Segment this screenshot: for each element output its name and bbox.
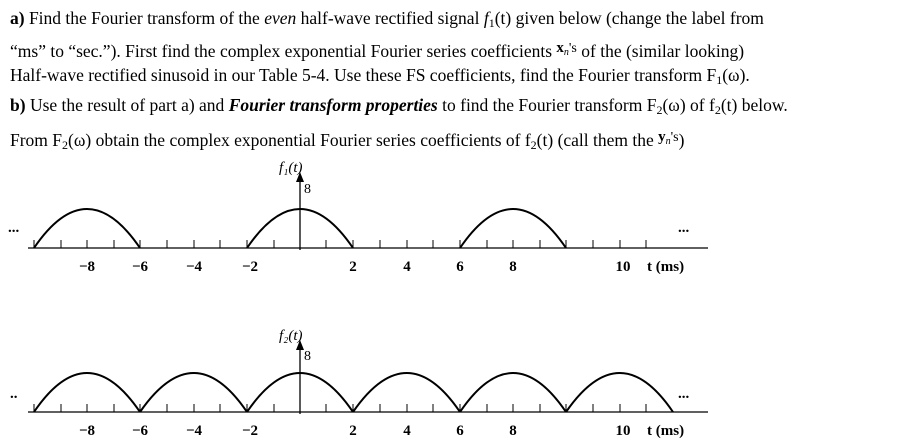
tick-label: 2 [349,259,357,275]
text-line-1: a) Find the Fourier transform of the even half-wave rectified signal $f_1(t)$ given below (change the label from [10,8,764,30]
tick-label: −6 [131,259,149,275]
y-n-symbol: $y_n's$ [658,129,679,147]
tick-label: −8 [78,259,96,275]
ellipsis-right: ... [678,220,690,236]
text-line-2: “ms” to “sec.”). First find the complex exponential Fourier series coefficients $x_n's$ of the (similar looking) [10,40,744,69]
tick-label: 4 [403,423,411,439]
tick-label: −2 [241,423,259,439]
ellipsis-left: .. [10,386,18,402]
ellipsis-right: ... [678,386,690,402]
tick-marks [34,404,646,412]
x-axis-label: t (ms) [647,259,685,275]
tick-label: −4 [185,423,203,439]
tick-label: 4 [403,259,411,275]
tick-label: 8 [509,259,517,275]
text-line-4: b) Use the result of part a) and Fourier transform properties to find the Fourier transform $F_2(\omega)$ of $f_2(t)$ below. [10,95,788,117]
tick-label: 10 [615,423,631,439]
tick-label: −4 [185,259,203,275]
x-n-symbol: $x_n's$ [556,40,577,58]
y-axis-label: f₁(t) [279,160,303,176]
x-axis-label: t (ms) [647,423,685,439]
part-b-label: b) [10,95,26,115]
tick-label: 10 [615,259,631,275]
tick-label: −2 [241,259,259,275]
part-a-label: a) [10,8,25,28]
ellipsis-left: ... [8,220,20,236]
text-line-5: From $F_2(\omega)$ obtain the complex exponential Fourier series coefficients of $f_2(t)$ (call them the $y_n's$) [10,129,684,158]
tick-labels [79,423,631,439]
tick-label: 8 [509,423,517,439]
tick-labels [79,259,631,275]
tick-label: 2 [349,423,357,439]
tick-label: 6 [456,259,464,275]
tick-marks [34,240,646,248]
tick-label: 6 [456,423,464,439]
tick-label: −6 [131,423,149,439]
tick-label: −8 [78,423,96,439]
graph-f1 [0,158,912,298]
peak-label: 8 [304,182,311,197]
peak-label: 8 [304,349,311,364]
y-axis-label: f₂(t) [279,328,303,344]
text-line-3: Half-wave rectified sinusoid in our Table 5-4. Use these FS coefficients, find the Fourier transform $F_1(\omega)$. [10,65,750,87]
graph-f2 [0,318,912,442]
